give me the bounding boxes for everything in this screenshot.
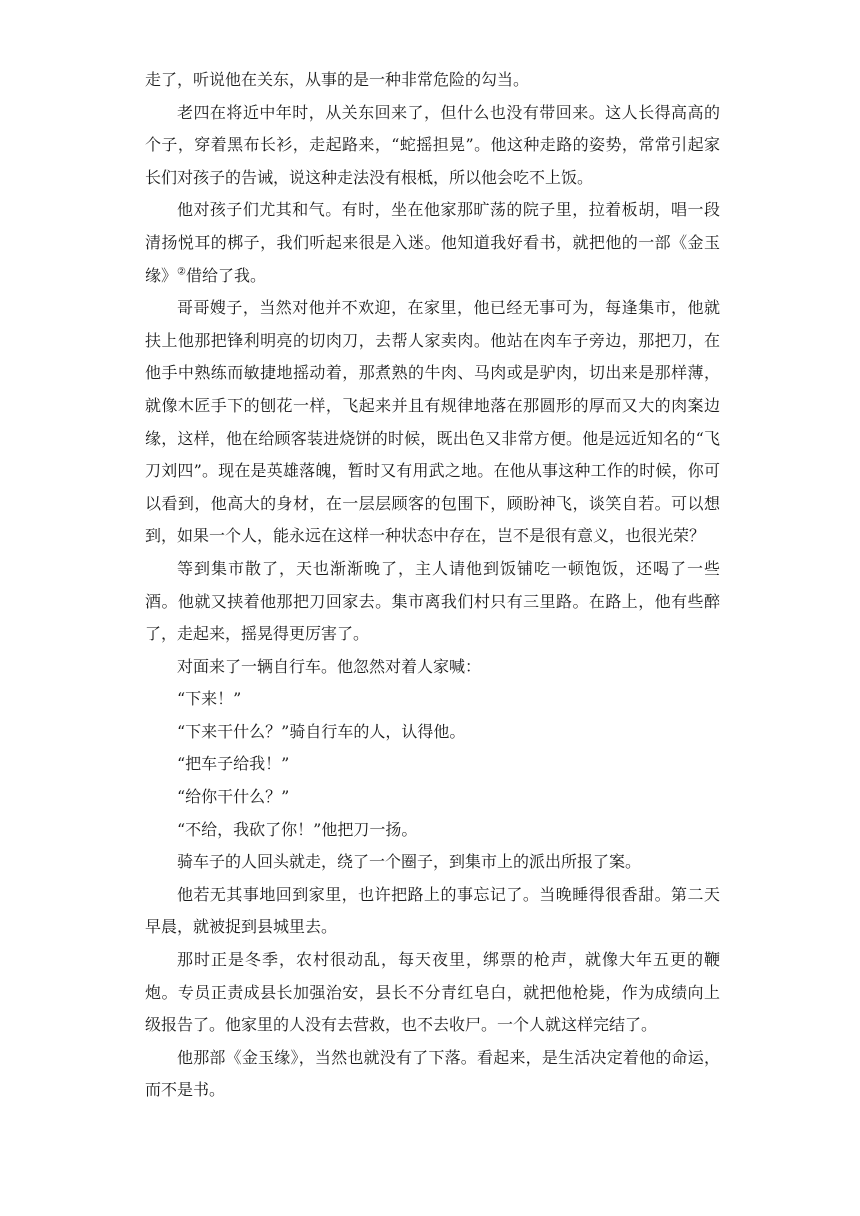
paragraph-text: 他对孩子们尤其和气。有时，坐在他家那旷荡的院子里，拉着板胡，唱一段清扬悦耳的梆子，我们听起来很是入迷。他知道我好看书，就把他的一部《金玉缘》 xyxy=(145,200,720,285)
paragraph: 等到集市散了，天也渐渐晚了，主人请他到饭铺吃一顿饱饭，还喝了一些酒。他就又挟着他那把刀回家去。集市离我们村只有三里路。在路上，他有些醉了，走起来，摇晃得更厉害了。 xyxy=(145,558,720,644)
dialogue-line: “给你干什么？” xyxy=(177,787,290,807)
paragraph-text: 借给了我。 xyxy=(185,265,266,285)
paragraph: 对面来了一辆自行车。他忽然对着人家喊： xyxy=(177,656,482,676)
paragraph: 老四在将近中年时，从关东回来了，但什么也没有带回来。这人长得高高的个子，穿着黑布长衫，走起路来，“蛇摇担晃”。他这种走路的姿势，常常引起家长们对孩子的告诫，说这种走法没有根柢，所以他会吃不上饭。 xyxy=(145,102,720,187)
dialogue-line: “下来干什么？”骑自行车的人，认得他。 xyxy=(177,721,466,741)
dialogue-line: “把车子给我！” xyxy=(177,754,290,774)
paragraph: 那时正是冬季，农村很动乱，每天夜里，绑票的枪声，就像大年五更的鞭炮。专员正责成县长加强治安，县长不分青红皂白，就把他枪毙，作为成绩向上级报告了。他家里的人没有去营救，也不去收尸。一个人就这样完结了。 xyxy=(145,950,720,1035)
paragraph: 他那部《金玉缘》，当然也就没有了下落。看起来，是生活决定着他的命运，而不是书。 xyxy=(145,1047,720,1100)
paragraph: 哥哥嫂子，当然对他并不欢迎，在家里，他已经无事可为，每逢集市，他就扶上他那把锋利明亮的切肉刀，去帮人家卖肉。他站在肉车子旁边，那把刀，在他手中熟练而敏捷地摇动着，那煮熟的牛肉、马肉或是驴肉，切出来是那样薄，就像木匠手下的刨花一样，飞起来并且有规律地落在那圆形的厚而又大的肉案边缘，这样，他在给顾客装进烧饼的时候，既出色又非常方便。他是远近知名的“飞刀刘四”。现在是英雄落魄，暂时又有用武之地。在他从事这种工作的时候，你可以看到，他高大的身材，在一层层顾客的包围下，顾盼神飞，谈笑自若。可以想到，如果一个人，能永远在这样一种状态中存在，岂不是很有意义，也很光荣？ xyxy=(145,298,720,546)
dialogue-line: “不给，我砍了你！”他把刀一扬。 xyxy=(177,819,418,839)
footnote-marker: ② xyxy=(177,266,186,278)
paragraph: 他若无其事地回到家里，也许把路上的事忘记了。当晚睡得很香甜。第二天早晨，就被捉到县城里去。 xyxy=(145,884,720,937)
paragraph: 走了，听说他在关东，从事的是一种非常危险的勾当。 xyxy=(145,70,530,89)
dialogue-line: “下来！” xyxy=(177,689,242,709)
paragraph xyxy=(145,194,720,292)
paragraph: 骑车子的人回头就走，绕了一个圈子，到集市上的派出所报了案。 xyxy=(177,852,642,872)
document-page xyxy=(145,64,720,1107)
